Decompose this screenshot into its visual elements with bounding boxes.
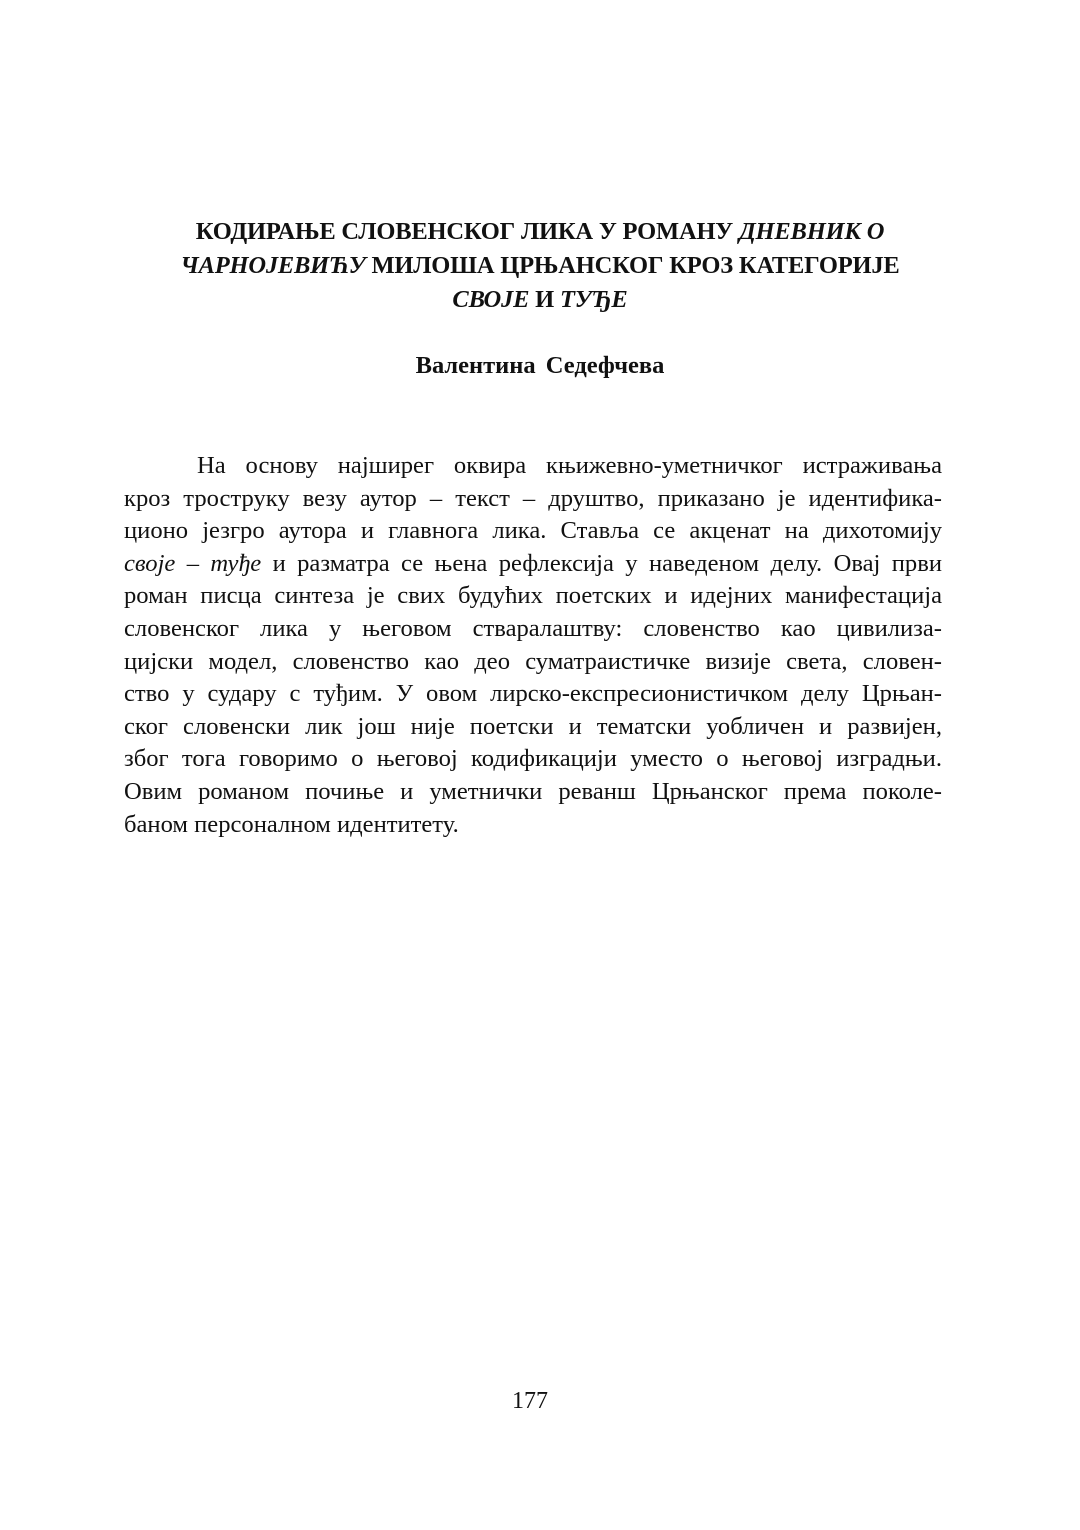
title-line-1 xyxy=(100,215,980,249)
abstract-line: ство у судару с туђим. У овом лирско-експресионистичком делу Црњан- xyxy=(124,680,942,708)
title-line-3-italic-1: СВОЈЕ xyxy=(452,286,530,313)
abstract-line: роман писца синтеза је свих будућих поетских и идејних манифестација xyxy=(124,582,942,610)
abstract-line: На основу најширег оквира књижевно-уметничког истраживања xyxy=(197,452,942,479)
abstract-italic-phrase: своје – туђе xyxy=(124,549,262,577)
abstract-line xyxy=(124,548,942,581)
title-line-2-regular: МИЛОША ЦРЊАНСКОГ КРОЗ КАТЕГОРИЈЕ xyxy=(365,252,900,279)
abstract-line-text: и разматра се њена рефлексија у наведеном делу. Овај први xyxy=(272,549,942,577)
title-line-1-italic: ДНЕВНИК О xyxy=(739,218,885,245)
abstract-line: кроз троструку везу аутор – текст – друштво, приказано је идентифика- xyxy=(124,484,942,512)
title-line-3-regular: И xyxy=(529,286,560,313)
abstract-line: словенског лика у његовом стваралаштву: словенство као цивилиза- xyxy=(124,614,942,642)
title-line-2-italic: ЧАРНОЈЕВИЋУ xyxy=(180,252,366,279)
abstract-line: ског словенски лик још није поетски и тематски уобличен и развијен, xyxy=(124,712,942,740)
abstract-line: ционо језгро аутора и главнога лика. Ставља се акценат на дихотомију xyxy=(124,517,942,545)
author-name: Валентина Седефчева xyxy=(415,352,665,379)
abstract-paragraph xyxy=(124,450,942,841)
abstract-line: због тога говоримо о његовој кодификацији уместо о његовој изградњи. xyxy=(124,745,942,773)
article-title xyxy=(100,215,980,317)
title-line-3 xyxy=(100,283,980,317)
abstract-line: Овим романом почиње и уметнички реванш Црњанског према поколе- xyxy=(124,777,942,805)
page-number: 177 xyxy=(512,1388,548,1414)
title-line-1-regular: КОДИРАЊЕ СЛОВЕНСКОГ ЛИКА У РОМАНУ xyxy=(195,218,740,245)
title-line-3-italic-2: ТУЂЕ xyxy=(559,286,628,313)
title-line-2 xyxy=(100,249,980,283)
abstract-line: цијски модел, словенство као део суматраистичке визије света, словен- xyxy=(124,647,942,675)
abstract-line: баном персоналном идентитету. xyxy=(124,810,459,838)
